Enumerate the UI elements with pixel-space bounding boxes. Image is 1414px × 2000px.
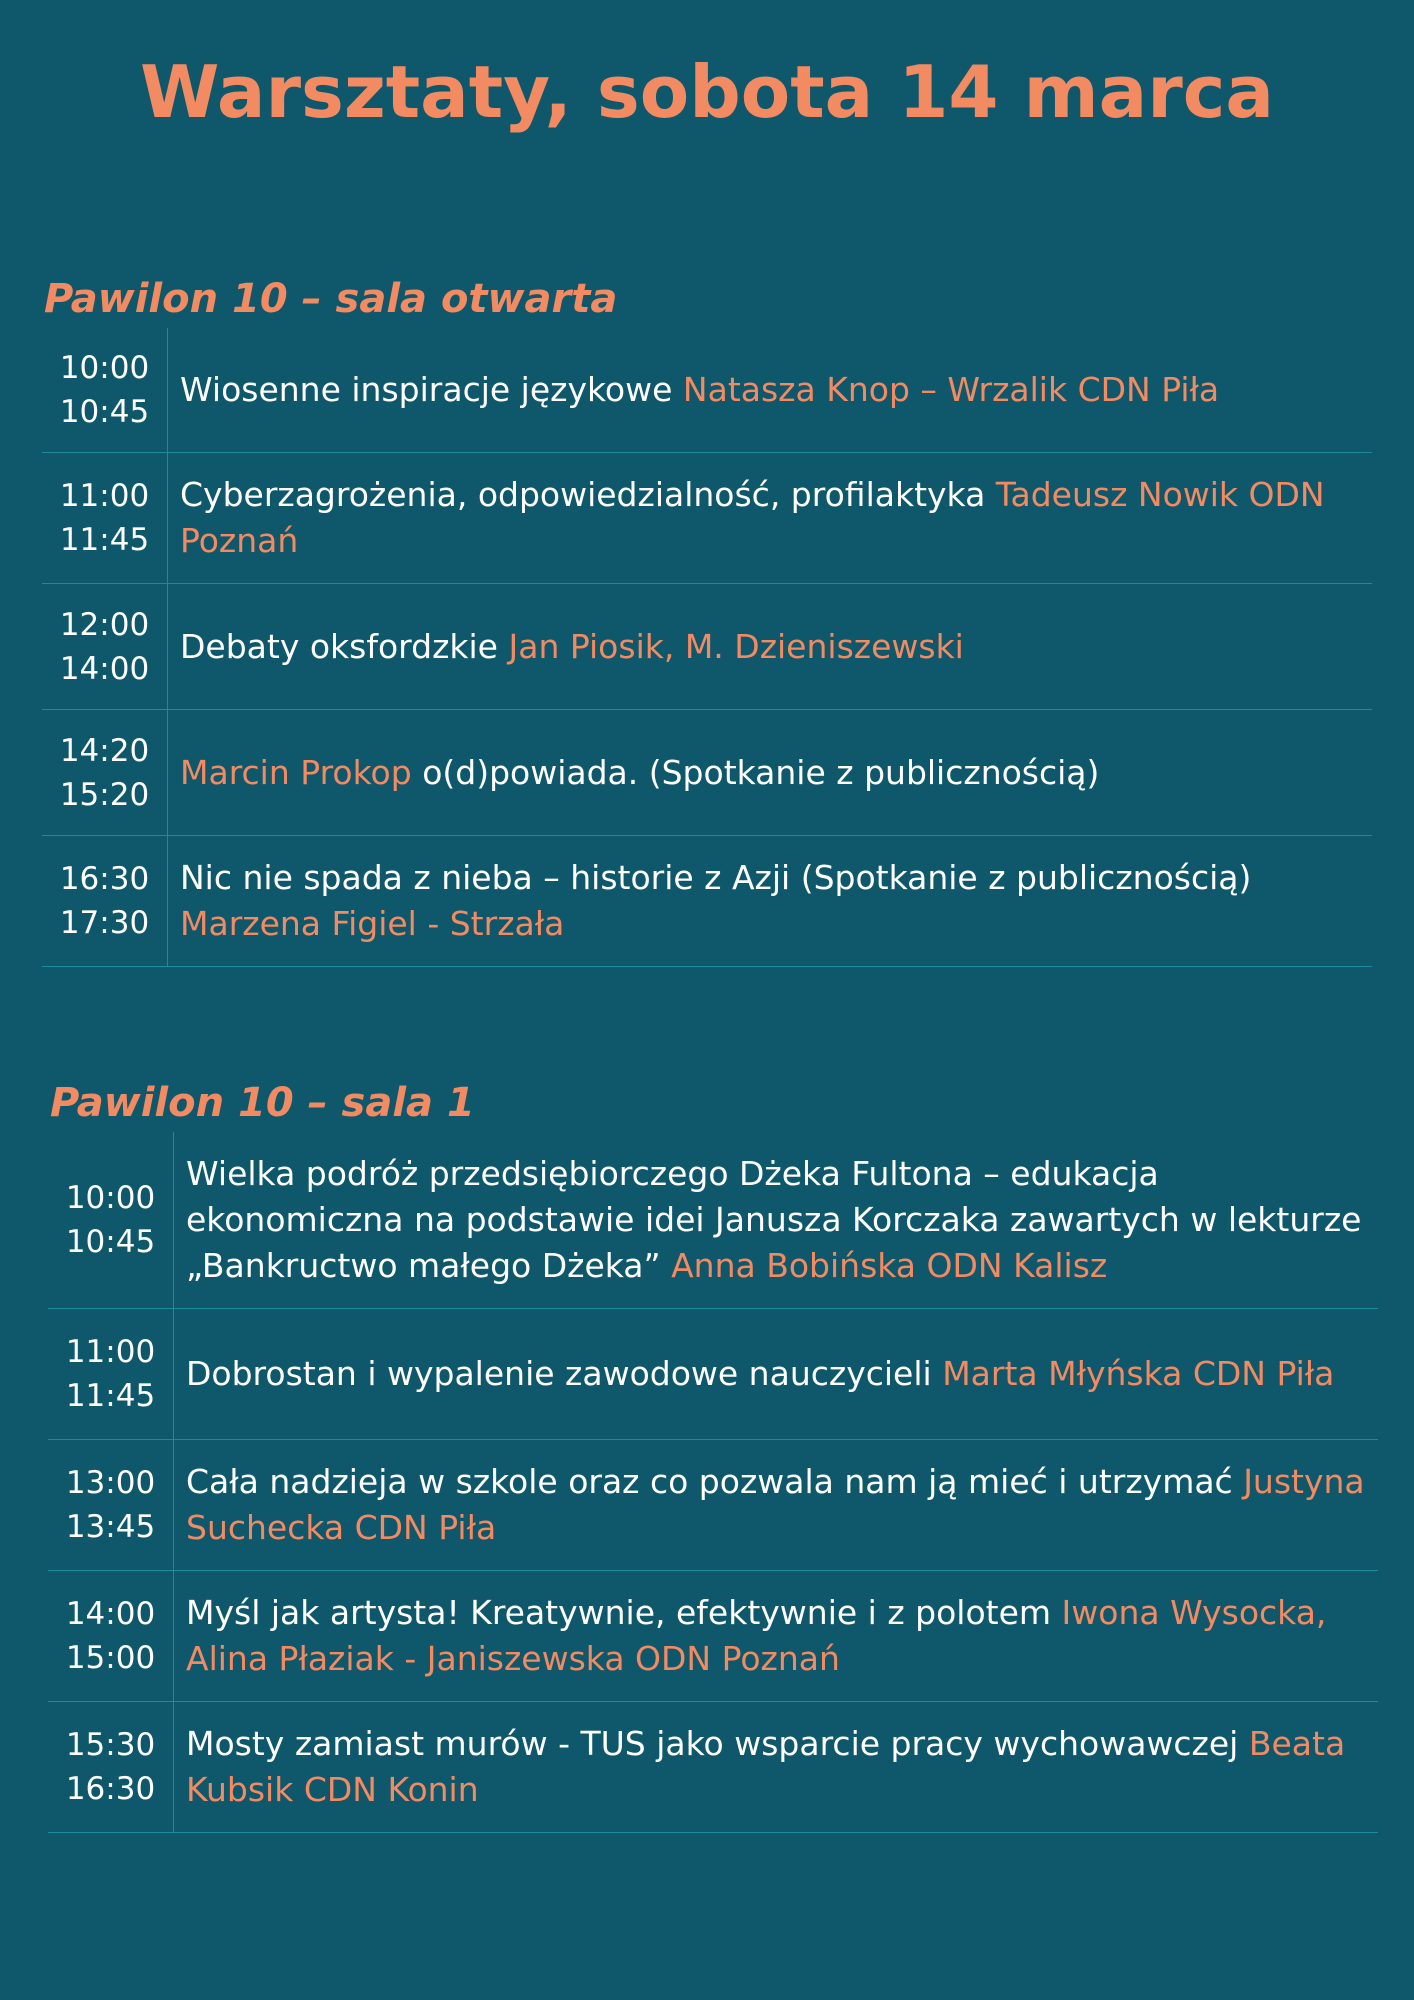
session-topic: Mosty zamiast murów - TUS jako wsparcie pracy wychowawczej <box>186 1724 1239 1763</box>
session-speaker: Jan Piosik, M. Dzieniszewski <box>508 626 964 666</box>
start-time: 14:20 <box>59 732 150 769</box>
start-time: 10:00 <box>59 350 150 386</box>
session-speaker: Marta Młyńska CDN Piła <box>942 1354 1335 1393</box>
session-description <box>168 584 1372 709</box>
session-topic: Myśl jak artysta! Kreatywnie, efektywnie i z polotem <box>186 1593 1052 1632</box>
start-time: 16:30 <box>59 861 150 897</box>
schedule-row <box>42 710 1372 836</box>
session-description <box>168 836 1372 966</box>
session-description <box>168 453 1372 583</box>
schedule-row <box>48 1702 1378 1833</box>
schedule-table <box>48 1132 1378 1833</box>
schedule-row <box>48 1132 1378 1309</box>
session-description <box>168 710 1372 835</box>
start-time: 11:00 <box>59 478 150 514</box>
session-speaker: Marcin Prokop <box>180 752 412 792</box>
time-range <box>48 1702 174 1832</box>
time-range <box>48 1309 174 1439</box>
session-description <box>174 1571 1378 1701</box>
end-time: 11:45 <box>65 1378 156 1414</box>
start-time: 12:00 <box>59 606 150 643</box>
page-title: Warsztaty, sobota 14 marca <box>140 50 1274 134</box>
end-time: 11:45 <box>59 522 150 558</box>
end-time: 14:00 <box>59 650 150 687</box>
session-speaker: Marzena Figiel - Strzała <box>180 904 565 943</box>
start-time: 13:00 <box>65 1465 156 1501</box>
session-topic: Wielka podróż przedsiębiorczego Dżeka Fultona – edukacja ekonomiczna na podstawie idei Janusza Korczaka zawartych w lekturze „Bankructwo małego Dżeka” <box>186 1154 1362 1285</box>
schedule-row <box>42 584 1372 710</box>
session-speaker: Iwona Wysocka, Alina Płaziak - Janiszewska ODN Poznań <box>186 1593 1327 1678</box>
section-title: Pawilon 10 – sala otwarta <box>44 276 618 322</box>
end-time: 15:00 <box>65 1640 156 1676</box>
session-speaker: Anna Bobińska ODN Kalisz <box>671 1246 1108 1285</box>
session-topic: Nic nie spada z nieba – historie z Azji (Spotkanie z publicznością) <box>180 858 1252 897</box>
session-description <box>174 1702 1378 1832</box>
session-description <box>174 1132 1378 1308</box>
session-speaker: Tadeusz Nowik ODN Poznań <box>180 475 1325 560</box>
session-speaker: Justyna Suchecka CDN Piła <box>186 1462 1365 1547</box>
time-range <box>42 584 168 709</box>
session-topic: Debaty oksfordzkie <box>180 626 498 666</box>
session-speaker: Natasza Knop – Wrzalik CDN Piła <box>682 370 1220 409</box>
session-description <box>168 328 1372 452</box>
session-topic: Wiosenne inspiracje językowe <box>180 370 673 409</box>
schedule-table <box>42 328 1372 967</box>
section-pawilon-10-sala-1 <box>48 1074 1378 1833</box>
session-topic: Cała nadzieja w szkole oraz co pozwala nam ją mieć i utrzymać <box>186 1462 1233 1501</box>
time-range <box>48 1440 174 1570</box>
session-topic: o(d)powiada. (Spotkanie z publicznością) <box>422 752 1100 792</box>
time-range <box>42 453 168 583</box>
schedule-row <box>42 453 1372 584</box>
end-time: 17:30 <box>59 905 150 941</box>
time-range <box>48 1132 174 1308</box>
schedule-row <box>48 1309 1378 1440</box>
time-range <box>42 836 168 966</box>
end-time: 16:30 <box>65 1771 156 1807</box>
time-range <box>48 1571 174 1701</box>
end-time: 15:20 <box>59 776 150 813</box>
session-description <box>174 1309 1378 1439</box>
schedule-row <box>48 1571 1378 1702</box>
section-title: Pawilon 10 – sala 1 <box>50 1080 475 1126</box>
section-pawilon-10-sala-otwarta <box>42 270 1372 967</box>
start-time: 14:00 <box>65 1596 156 1632</box>
time-range <box>42 710 168 835</box>
session-description <box>174 1440 1378 1570</box>
end-time: 10:45 <box>65 1224 156 1260</box>
schedule-row <box>48 1440 1378 1571</box>
session-topic: Dobrostan i wypalenie zawodowe nauczycieli <box>186 1354 932 1393</box>
end-time: 13:45 <box>65 1509 156 1545</box>
session-topic: Cyberzagrożenia, odpowiedzialność, profilaktyka <box>180 475 986 514</box>
start-time: 10:00 <box>65 1180 156 1216</box>
time-range <box>42 328 168 452</box>
session-speaker: Beata Kubsik CDN Konin <box>186 1724 1346 1809</box>
start-time: 11:00 <box>65 1334 156 1370</box>
schedule-row <box>42 328 1372 453</box>
schedule-row <box>42 836 1372 967</box>
end-time: 10:45 <box>59 394 150 430</box>
start-time: 15:30 <box>65 1727 156 1763</box>
